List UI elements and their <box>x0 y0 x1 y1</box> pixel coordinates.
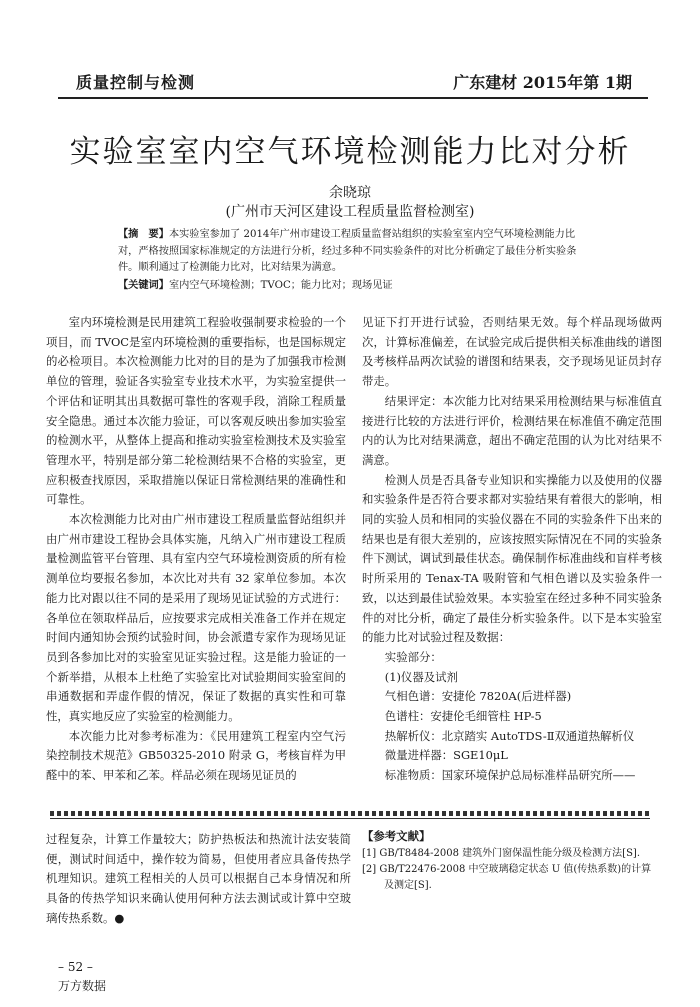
section-name: 质量控制与检测 <box>76 73 196 92</box>
references <box>362 828 652 894</box>
abstract-label: 【摘 要】 <box>118 228 169 240</box>
article-divider-line <box>50 818 650 819</box>
abstract <box>118 226 594 277</box>
previous-article-ending <box>46 830 351 929</box>
paragraph: 室内环境检测是民用建筑工程验收强制要求检验的一个项目，而 TVOC是室内环境检测的重要指标，也是国标规定的必检项目。本次检测能力比对的目的是为了加强我市检测单位的管理，验证各实验室专业技术水平，为实验室提供一个评估和证明其出具数据可靠性的客观手段，消除工程质量安全隐患。通过本次能力验证，可以客观反映出参加实验室的检测水平，从整体上提高和推动实验室检测技术及实验室管理水平，特别是部分第二轮检测结果不合格的实验室，更应积极查找原因，采取措施以保证日常检测结果的准确性和可靠性。 <box>46 315 346 507</box>
references-heading: 【参考文献】 <box>362 829 431 843</box>
list-item: 微量进样器：SGE10μL <box>384 748 508 763</box>
list-item: 标准物质：国家环境保护总局标准样品研究所—— <box>384 768 636 783</box>
body-column-right <box>362 313 662 786</box>
keywords-label: 【关键词】 <box>118 279 169 291</box>
article-divider-dotted <box>50 811 650 816</box>
keywords-text: 室内空气环境检测；TVOC；能力比对；现场见证 <box>168 280 393 291</box>
reference-item: [2] GB/T22476-2008 中空玻璃稳定状态 U 值(传热系数)的计算及测定[S]. <box>362 864 652 891</box>
list-item: 热解析仪：北京踏实 AutoTDS-Ⅱ双通道热解析仪 <box>384 728 635 743</box>
author-name: 余晓琼 <box>329 185 371 201</box>
article-title: 实验室室内空气环境检测能力比对分析 <box>69 134 631 170</box>
author-affiliation: (广州市天河区建设工程质量监督检测室) <box>225 204 475 220</box>
list-item: 气相色谱：安捷伦 7820A(后进样器) <box>384 689 572 704</box>
keywords <box>118 277 594 294</box>
journal-issue: 广东建材 2015年第 1期 <box>453 73 632 92</box>
list-item: 实验部分： <box>384 649 442 664</box>
paragraph: 检测人员是否具备专业知识和实操能力以及使用的仪器和实验条件是否符合要求都对实验结果有着很大的影响，相同的实验人员和相同的实验仪器在不同的实验条件下出来的结果也是有很大差别的，应该按照实际情况在不同的实验条件下测试，调试到最佳状态。确保制作标准曲线和盲样考核时所采用的 Tenax-TA 吸附管和气相色谱以及实验条件一致，以达到最佳试验效果。本实验室在经过多种不同实验条件的对比分析，确定了最佳分析实验条件。以下是本实验室的能力比对试验过程及数据： <box>362 472 662 645</box>
abstract-text: 本实验室参加了 2014年广州市建设工程质量监督站组织的实验室室内空气环境检测能力比对，严格按照国家标准规定的方法进行分析，经过多种不同实验条件的对比分析确定了最佳分析实验条件。顺利通过了检测能力比对，比对结果为满意。 <box>118 229 577 273</box>
reference-item: [1] GB/T8484-2008 建筑外门窗保温性能分级及检测方法[S]. <box>362 848 641 859</box>
watermark-text: 万方数据 <box>58 979 107 993</box>
paragraph: 结果评定：本次能力比对结果采用检测结果与标准值直接进行比较的方法进行评价，检测结果在标准值不确定范围内的认为比对结果满意，超出不确定范围的认为比对结果不满意。 <box>362 393 662 467</box>
body-column-left <box>46 313 346 786</box>
header-divider <box>58 97 648 99</box>
paragraph: 本次检测能力比对由广州市建设工程质量监督站组织并由广州市建设工程协会具体实施，凡纳入广州市建设工程质量检测监管平台管理、具有室内空气环境检测资质的所有检测单位均要报名参加，本次比对共有 32 家单位参加。本次能力比对跟以往不同的是采用了现场见证试验的方式进行：各单位在领取样品后，应按要求完成相关准备工作并在规定时间内通知协会预约试验时间，协会派遣专家作为现场见证员到各参加比对的实验室见证实验过程。这是能力验证的一个新举措，从根本上杜绝了实验室比对试验期间实验室间的串通数据和弄虚作假的情况，保证了数据的真实性和可靠性，真实地反应了实验室的检测能力。 <box>46 512 346 724</box>
list-item: 色谱柱：安捷伦毛细管柱 HP-5 <box>384 709 542 724</box>
paragraph: 本次能力比对参考标准为：《民用建筑工程室内空气污染控制技术规范》GB50325-2010 附录 G，考核盲样为甲醛中的苯、甲苯和乙苯。样品必须在现场见证员的 <box>46 728 346 783</box>
list-item: (1)仪器及试剂 <box>384 669 458 684</box>
paragraph: 见证下打开进行试验，否则结果无效。每个样品现场做两次，计算标准偏差，在试验完成后提供相关标准曲线的谱图及考核样品两次试验的谱图和结果表，交予现场见证员封存带走。 <box>362 315 662 389</box>
page-number: – 52 – <box>58 960 93 974</box>
paragraph: 过程复杂，计算工作量较大；防护热板法和热流计法安装简便，测试时间适中，操作较为简易，但使用者应具备传热学机理知识。建筑工程相关的人员可以根据自己本身情况和所具备的传热学知识来确认使用何种方法去测试或计算中空玻璃传热系数。● <box>46 832 351 925</box>
